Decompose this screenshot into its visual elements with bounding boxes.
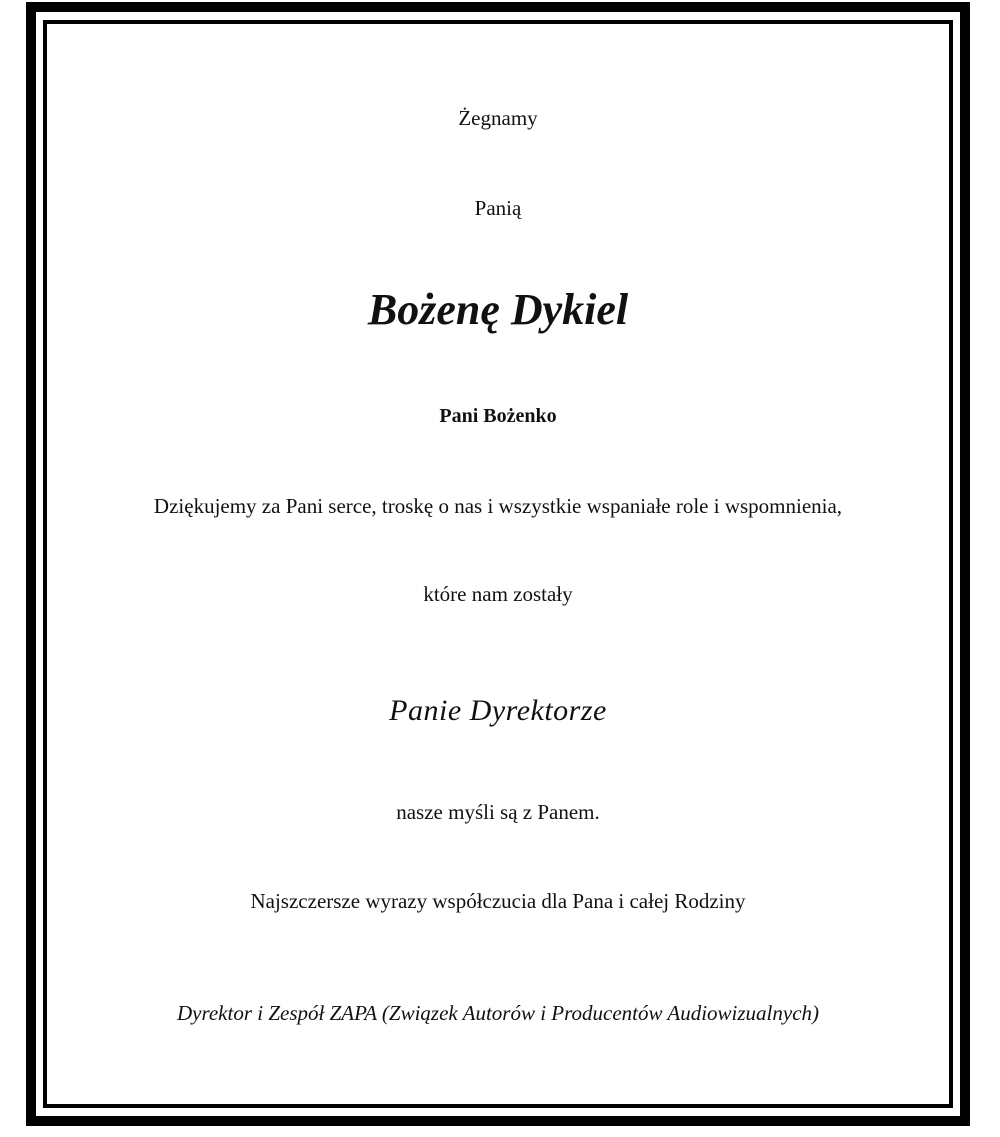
deceased-name-heading: Bożenę Dykiel	[367, 285, 629, 334]
address-text: Pani Bożenko	[439, 405, 557, 427]
outer-black-border	[26, 2, 970, 1126]
thanks-text: Dziękujemy za Pani serce, troskę o nas i wszystkie wspaniałe role i wspomnienia,	[153, 494, 843, 518]
salutation-text: Panią	[474, 196, 522, 220]
inner-black-border	[43, 20, 953, 1108]
signature-text: Dyrektor i Zespół ZAPA (Związek Autorów i Producentów Audiowizualnych)	[176, 1001, 820, 1025]
thoughts-text: nasze myśli są z Panem.	[396, 800, 600, 824]
farewell-text: Żegnamy	[458, 106, 538, 130]
thanks-continued-text: które nam zostały	[423, 582, 573, 606]
condolences-text: Najszczersze wyrazy współczucia dla Pana i całej Rodziny	[250, 889, 746, 913]
director-address-heading: Panie Dyrektorze	[389, 694, 607, 727]
